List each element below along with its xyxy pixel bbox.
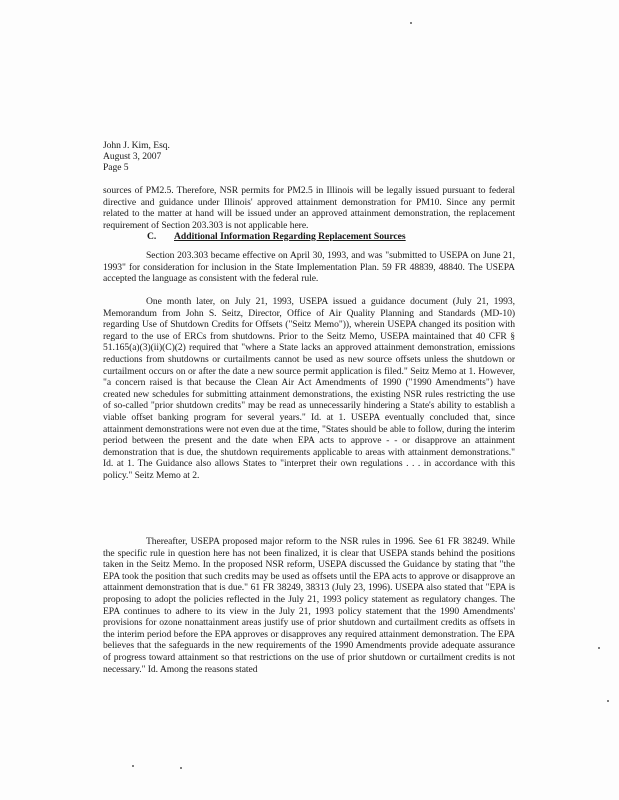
scan-speck <box>132 765 134 767</box>
section-heading <box>147 231 406 242</box>
scan-speck <box>598 647 600 649</box>
paragraph-1: sources of PM2.5. Therefore, NSR permits for PM2.5 in Illinois will be legally issued pursuant to federal directive and guidance under Illinois' approved attainment demonstration for PM10. Since any permit related to the matter at hand will be issued under an approved attainment demonstration, the replacement requirement of Section 203.303 is not applicable here. <box>103 185 515 231</box>
letter-date: August 3, 2007 <box>103 151 162 162</box>
scan-speck <box>410 22 412 24</box>
paragraph-3: One month later, on July 21, 1993, USEPA issued a guidance document (July 21, 1993, Memorandum from John S. Seitz, Director, Office of Air Quality Planning and Standards (MD-10) regarding Use of Shutdown Credits for Offsets ("Seitz Memo")), wherein USEPA changed its position with regard to the use of ERCs from shutdowns. Prior to the Seitz Memo, USEPA maintained that 40 CFR § 51.165(a)(3)(ii)(C)(2) required that "where a State lacks an approved attainment demonstration, emissions reductions from shutdowns or curtailments cannot be used as new source offsets unless the shutdown or curtailment occurs on or after the date a new source permit application is filed." Seitz Memo at 1. However, "a concern raised is that because the Clean Air Act Amendments of 1990 ("1990 Amendments") have created new schedules for submitting attainment demonstrations, the existing NSR rules restricting the use of so-called "prior shutdown credits" may be read as unnecessarily hindering a State's ability to establish a viable offset banking program for several years." Id. at 1. USEPA eventually concluded that, since attainment demonstrations were not even due at the time, "States should be able to follow, during the interim period between the present and the date when EPA acts to approve - - or disapprove an attainment demonstration that is due, the shutdown requirements applicable to areas with attainment demonstrations." Id. at 1. The Guidance also allows States to "interpret their own regulations . . . in accordance with this policy." Seitz Memo at 2. <box>103 296 515 481</box>
paragraph-4: Thereafter, USEPA proposed major reform to the NSR rules in 1996. See 61 FR 38249. While the specific rule in question here has not been finalized, it is clear that USEPA stands behind the positions taken in the Seitz Memo. In the proposed NSR reform, USEPA discussed the Guidance by stating that "the EPA took the position that such credits may be used as offsets until the EPA acts to approve or disapprove an attainment demonstration that is due." 61 FR 38249, 38313 (July 23, 1996). USEPA also stated that "EPA is proposing to adopt the policies reflected in the July 21, 1993 policy statement as regulatory changes. The EPA continues to adhere to its view in the July 21, 1993 policy statement that the 1990 Amendments' provisions for ozone nonattainment areas justify use of prior shutdown and curtailment credits as offsets in the interim period before the EPA approves or disapproves any required attainment demonstration. The EPA believes that the safeguards in the new requirements of the 1990 Amendments provide adequate assurance of progress toward attainment so that restrictions on the use of prior shutdown or curtailment credits is not necessary." Id. Among the reasons stated <box>103 536 515 675</box>
scan-speck <box>180 767 182 769</box>
paragraph-2: Section 203.303 became effective on April 30, 1993, and was "submitted to USEPA on June 21, 1993" for consideration for inclusion in the State Implementation Plan. 59 FR 48839, 48840. The USEPA accepted the language as consistent with the federal rule. <box>103 250 515 285</box>
recipient-name: John J. Kim, Esq. <box>103 140 170 151</box>
letter-header <box>103 140 515 173</box>
section-title: Additional Information Regarding Replacement Sources <box>174 231 406 242</box>
scan-speck <box>607 700 609 702</box>
section-letter: C. <box>147 231 157 242</box>
page-number: Page 5 <box>103 162 129 173</box>
